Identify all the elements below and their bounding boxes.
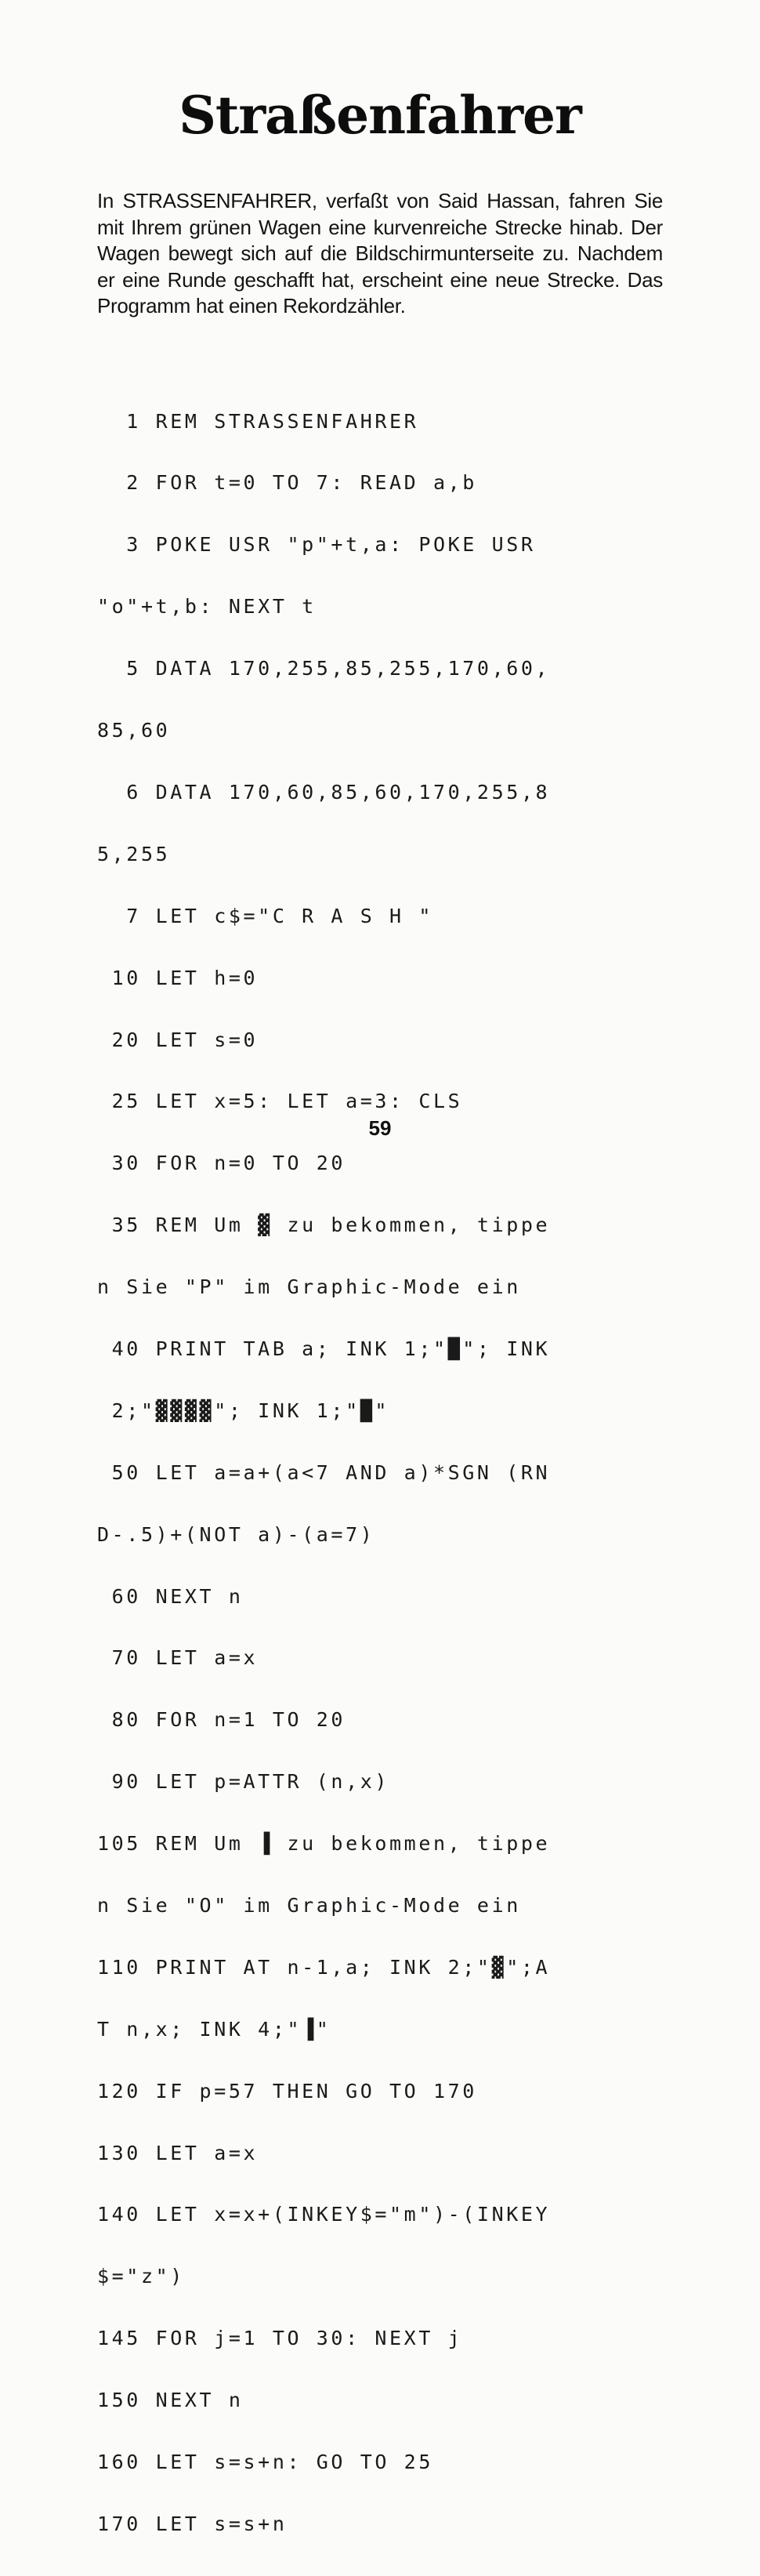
- code-line: 5 DATA 170,255,85,255,170,60,: [97, 657, 551, 680]
- code-line: 105 REM Um ▐ zu bekommen, tippe: [97, 1832, 551, 1856]
- intro-paragraph: In STRASSENFAHRER, verfaßt von Said Hassan, fahren Sie mit Ihrem grünen Wagen eine kurvenreiche Strecke hinab. Der Wagen bewegt sich auf die Bildschirmunterseite zu. Nachdem er eine Runde geschafft hat, erscheint eine neue Strecke. Das Programm hat einen Rekordzähler.: [97, 189, 663, 317]
- code-line: 150 NEXT n: [97, 2389, 244, 2412]
- code-line: n Sie "O" im Graphic-Mode ein: [97, 1893, 521, 1917]
- code-line: $="z"): [97, 2265, 185, 2288]
- code-line: 120 IF p=57 THEN GO TO 170: [97, 2079, 477, 2103]
- code-line: 10 LET h=0: [97, 966, 259, 989]
- code-line: 30 FOR n=0 TO 20: [97, 1152, 346, 1175]
- code-line: 60 NEXT n: [97, 1584, 244, 1608]
- code-line: 3 POKE USR "p"+t,a: POKE USR: [97, 533, 536, 557]
- code-line: 35 REM Um ▓ zu bekommen, tippe: [97, 1214, 551, 1237]
- code-line: 85,60: [97, 719, 171, 742]
- page-title: Straßenfahrer: [179, 85, 581, 146]
- code-line: 25 LET x=5: LET a=3: CLS: [97, 1090, 463, 1113]
- code-line: 90 LET p=ATTR (n,x): [97, 1770, 390, 1794]
- page-number: 59: [368, 1116, 392, 1140]
- code-line: 20 LET s=0: [97, 1028, 259, 1051]
- code-line: 50 LET a=a+(a<7 AND a)*SGN (RN: [97, 1460, 551, 1484]
- code-line: 145 FOR j=1 TO 30: NEXT j: [97, 2327, 463, 2350]
- code-line: T n,x; INK 4;"▐": [97, 2017, 331, 2041]
- program-listing: [97, 370, 669, 2576]
- code-line: "o"+t,b: NEXT t: [97, 595, 317, 619]
- code-line: 5,255: [97, 842, 171, 865]
- code-line: 170 LET s=s+n: [97, 2512, 288, 2535]
- code-line: 70 LET a=x: [97, 1646, 259, 1670]
- code-line: 7 LET c$="C R A S H ": [97, 904, 433, 927]
- code-line: 140 LET x=x+(INKEY$="m")-(INKEY: [97, 2203, 551, 2226]
- code-line: 110 PRINT AT n-1,a; INK 2;"▓";A: [97, 1955, 551, 1979]
- code-line: 80 FOR n=1 TO 20: [97, 1708, 346, 1732]
- code-line: 1 REM STRASSENFAHRER: [97, 409, 419, 433]
- code-line: 130 LET a=x: [97, 2141, 259, 2164]
- code-line: 2 FOR t=0 TO 7: READ a,b: [97, 471, 477, 495]
- code-line: 40 PRINT TAB a; INK 1;"█"; INK: [97, 1337, 551, 1360]
- code-line: D-.5)+(NOT a)-(a=7): [97, 1522, 375, 1546]
- code-line: 160 LET s=s+n: GO TO 25: [97, 2450, 433, 2473]
- code-line: 6 DATA 170,60,85,60,170,255,8: [97, 780, 551, 804]
- code-line: n Sie "P" im Graphic-Mode ein: [97, 1275, 521, 1299]
- code-line: 2;"▓▓▓▓"; INK 1;"█": [97, 1399, 390, 1422]
